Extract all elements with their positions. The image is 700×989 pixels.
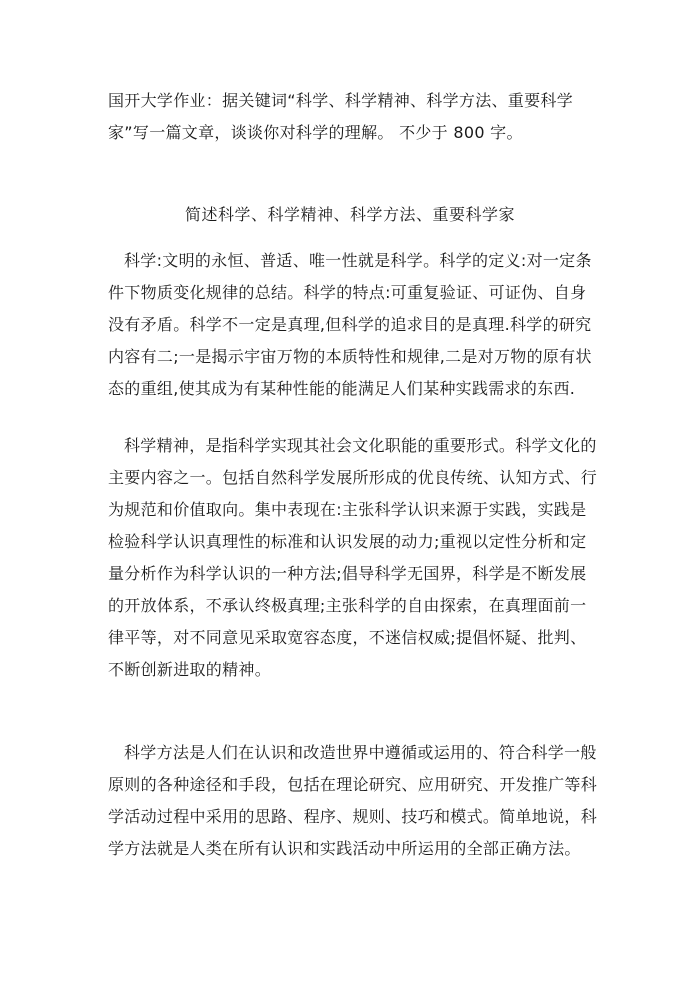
assignment-prompt: 国开大学作业：据关键词“科学、科学精神、科学方法、重要科学家”写一篇文章，谈谈你对科学的理解。 不少于 800 字。 xyxy=(108,91,573,142)
paragraph-science: 科学:文明的永恒、普适、唯一性就是科学。科学的定义:对一定条件下物质变化规律的总结。科学的特点:可重复验证、可证伪、自身没有矛盾。科学不一定是真理,但科学的追求目的是真理.科学的研究内容有二;一是揭示宇宙万物的本质特性和规律,二是对万物的原有状态的重组,使其成为有某种性能的能满足人们某种实践需求的东西. xyxy=(108,251,592,398)
essay-title: 简述科学、科学精神、科学方法、重要科学家 xyxy=(184,205,515,224)
paragraph-scientific-method: 科学方法是人们在认识和改造世界中遵循或运用的、符合科学一般原则的各种途径和手段，包括在理论研究、应用研究、开发推广等科学活动过程中采用的思路、程序、规则、技巧和模式。简单地说，科学方法就是人类在所有认识和实践活动中所运用的全部正确方法。 xyxy=(108,743,598,858)
paragraph-scientific-spirit: 科学精神，是指科学实现其社会文化职能的重要形式。科学文化的主要内容之一。包括自然科学发展所形成的优良传统、认知方式、行为规范和价值取向。集中表现在:主张科学认识来源于实践，实践是检验科学认识真理性的标准和认识发展的动力;重视以定性分析和定量分析作为科学认识的一种方法;倡导科学无国界，科学是不断发展的开放体系，不承认终极真理;主张科学的自由探索，在真理面前一律平等，对不同意见采取宽容态度，不迷信权威;提倡怀疑、批判、不断创新进取的精神。 xyxy=(108,436,598,679)
